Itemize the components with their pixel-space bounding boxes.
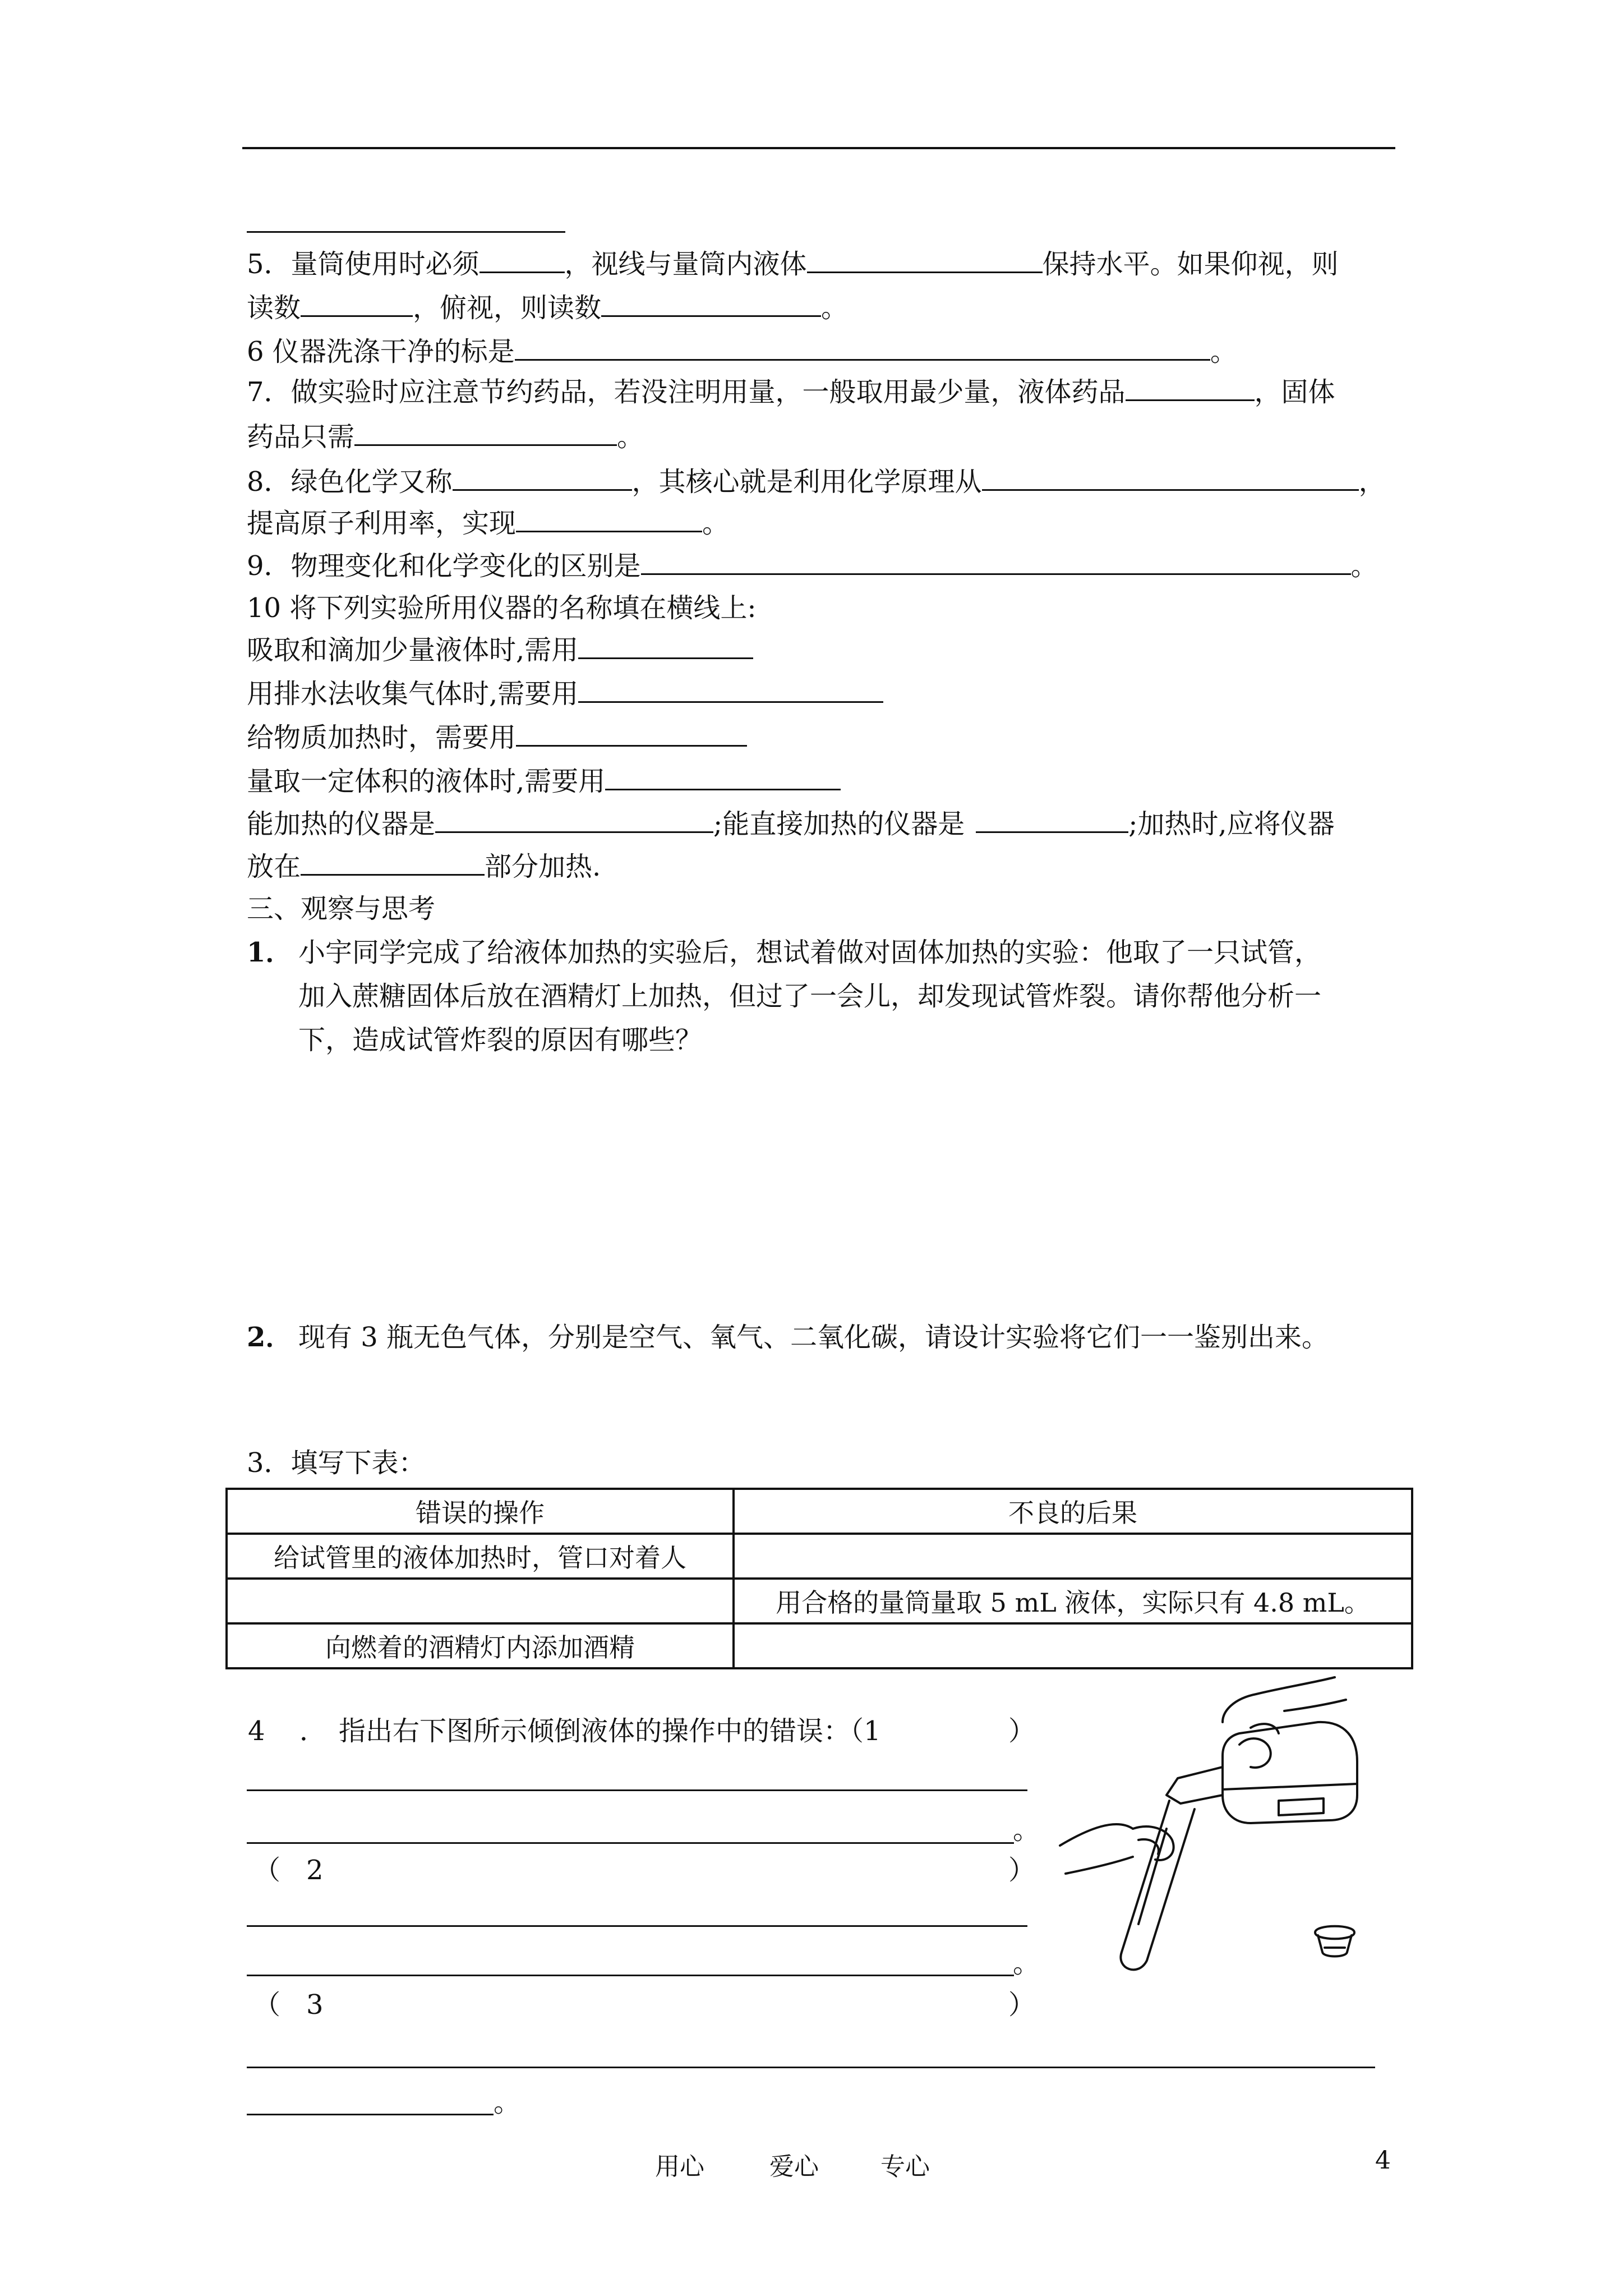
answer-blank[interactable]: [435, 807, 713, 833]
answer-blank[interactable]: [354, 420, 617, 446]
table-cell[interactable]: [734, 1534, 1412, 1579]
operations-table: [225, 1488, 1413, 1669]
table-cell: 用合格的量筒量取 5 mL 液体，实际只有 4.8 mL。: [734, 1579, 1412, 1623]
answer-blank[interactable]: [453, 464, 632, 491]
answer-blank[interactable]: [641, 549, 1351, 575]
table-cell: 向燃着的酒精灯内添加酒精: [227, 1623, 734, 1668]
question-8-line-1: 8．绿色化学又称 ，其核心就是利用化学原理从 ，: [247, 464, 1386, 499]
question-10-line-2: 用排水法收集气体时,需要用: [247, 677, 883, 711]
table-header-cell: 不良的后果: [734, 1489, 1412, 1534]
section-3-title: 三、观察与思考: [247, 893, 436, 924]
answer-line[interactable]: [247, 2114, 494, 2115]
paren-close: ）: [1008, 1855, 1036, 1886]
period: 。: [1013, 1948, 1040, 1979]
question-10-line-3: 给物质加热时，需要用: [247, 720, 747, 754]
question-6: 6 仪器洗涤干净的标是 。: [247, 334, 1237, 369]
observation-1-line-3: 下，造成试管炸裂的原因有哪些？: [298, 1024, 703, 1056]
observation-4-dot: ．: [299, 1715, 327, 1747]
answer-blank[interactable]: [578, 633, 753, 659]
table-row: [227, 1534, 1412, 1579]
item-3-number: 3: [306, 1989, 324, 2021]
answer-blank[interactable]: [578, 677, 883, 703]
table-row: [227, 1579, 1412, 1623]
answer-blank[interactable]: [301, 849, 485, 876]
paren-open: （: [253, 1989, 281, 2021]
footer-word-2: 爱心: [769, 2152, 819, 2181]
footer-word-3: 专心: [880, 2152, 930, 2181]
header-rule: [242, 147, 1395, 149]
table-header-row: [227, 1489, 1412, 1534]
question-10-line-5: 能加热的仪器是 ;能直接加热的仪器是 ;加热时,应将仪器: [247, 807, 1335, 841]
answer-line[interactable]: [247, 1975, 1014, 1976]
observation-1-line-1: 小宇同学完成了给液体加热的实验后，想试着做对固体加热的实验：他取了一只试管，: [298, 937, 1322, 968]
answer-blank[interactable]: [982, 464, 1359, 491]
question-7-line-2: 药品只需 。: [247, 420, 644, 454]
question-10-title: 10 将下列实验所用仪器的名称填在横线上:: [247, 592, 757, 624]
footer-word-1: 用心: [655, 2152, 704, 2181]
question-10-line-1: 吸取和滴加少量液体时,需用: [247, 633, 753, 667]
answer-blank[interactable]: [976, 807, 1128, 833]
answer-line[interactable]: [247, 1925, 1027, 1927]
table-cell: 给试管里的液体加热时，管口对着人: [227, 1534, 734, 1579]
question-10-line-4: 量取一定体积的液体时,需要用: [247, 764, 841, 798]
page-number: 4: [1375, 2146, 1391, 2175]
observation-3-title: 3．填写下表：: [247, 1447, 426, 1479]
answer-line[interactable]: [247, 1842, 1014, 1844]
paren-close: ）: [1008, 1989, 1036, 2021]
answer-line[interactable]: [247, 1789, 1027, 1791]
question-5-line-1: 5．量筒使用时必须 ，视线与量筒内液体 保持水平。如果仰视，则: [247, 247, 1339, 281]
question-8-line-2: 提高原子利用率，实现 。: [247, 506, 729, 540]
question-9: 9．物理变化和化学变化的区别是 。: [247, 549, 1378, 583]
period: 。: [1013, 1814, 1040, 1846]
answer-blank[interactable]: [301, 291, 413, 317]
question-7-line-1: 7．做实验时应注意节约药品，若没注明用量，一般取用最少量，液体药品 ，固体: [247, 375, 1335, 409]
pouring-liquid-illustration: [1054, 1660, 1402, 1986]
table-cell[interactable]: [227, 1579, 734, 1623]
answer-blank[interactable]: [605, 764, 841, 790]
observation-2-text: 现有 3 瓶无色气体，分别是空气、氧气、二氧化碳，请设计实验将它们一一鉴别出来。: [298, 1322, 1329, 1353]
item-2-number: 2: [306, 1855, 324, 1886]
answer-blank[interactable]: [479, 247, 565, 273]
observation-4-number: 4: [248, 1715, 265, 1747]
answer-blank[interactable]: [516, 506, 702, 532]
question-5-line-2: 读数 ，俯视，则读数 。: [247, 291, 848, 325]
answer-blank[interactable]: [515, 334, 1210, 361]
observation-1-line-2: 加入蔗糖固体后放在酒精灯上加热，但过了一会儿，却发现试管炸裂。请你帮他分析一: [298, 981, 1322, 1012]
answer-blank[interactable]: [601, 291, 821, 317]
answer-line: [247, 231, 565, 233]
observation-4-text: 指出右下图所示倾倒液体的操作中的错误：（1: [339, 1715, 881, 1747]
answer-blank[interactable]: [1126, 375, 1255, 401]
paren-open: （: [253, 1855, 281, 1886]
period: 。: [494, 2087, 521, 2118]
observation-2-number: 2．: [247, 1322, 293, 1353]
table-header-cell: 错误的操作: [227, 1489, 734, 1534]
question-10-line-6: 放在 部分加热.: [247, 849, 601, 884]
paren-close: ）: [1008, 1715, 1036, 1747]
observation-1-number: 1．: [247, 937, 293, 968]
answer-line[interactable]: [247, 2067, 1375, 2068]
answer-blank[interactable]: [807, 247, 1043, 273]
answer-blank[interactable]: [516, 720, 747, 747]
